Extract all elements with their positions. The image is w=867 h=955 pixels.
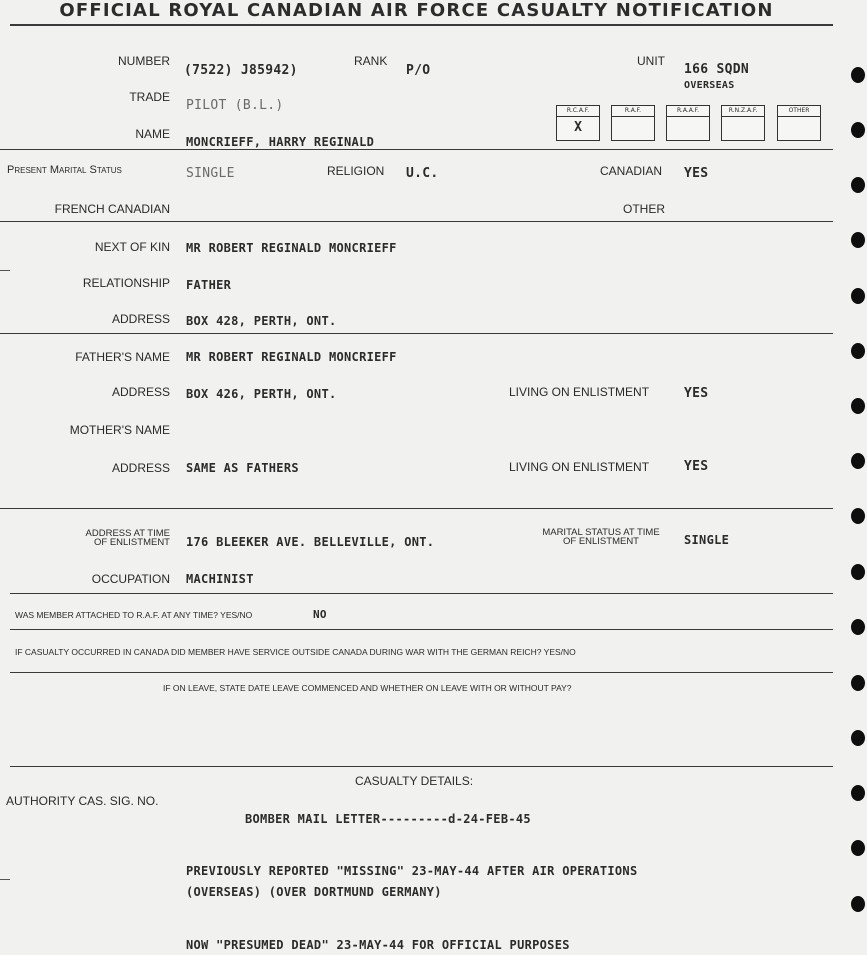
next-of-kin-label: NEXT OF KIN (94, 240, 170, 254)
punch-hole (851, 122, 865, 138)
service-box-rcaf (556, 105, 600, 141)
casualty-details-label: CASUALTY DETAILS: (355, 774, 474, 788)
on-leave-label: IF ON LEAVE, STATE DATE LEAVE COMMENCED AND WHETHER ON LEAVE WITH OR WITHOUT PAY? (163, 683, 572, 693)
punch-hole (851, 508, 865, 524)
number-value: (7522) J85942) (184, 63, 298, 78)
occupation-label: OCCUPATION (91, 572, 170, 586)
unit-value-1: 166 SQDN (684, 62, 750, 77)
punch-hole (851, 564, 865, 580)
trade-label: TRADE (129, 90, 170, 104)
next-of-kin-value: MR ROBERT REGINALD MONCRIEFF (186, 241, 397, 255)
service-box-other (777, 105, 821, 141)
fathers-name-value: MR ROBERT REGINALD MONCRIEFF (186, 350, 397, 364)
punch-hole (851, 896, 865, 912)
service-box-label: R.A.F. (612, 106, 654, 117)
service-box-label: R.A.A.F. (667, 106, 709, 117)
relationship-label: RELATIONSHIP (82, 276, 170, 290)
margin-tick (0, 879, 10, 880)
marital-status-value: SINGLE (186, 166, 235, 181)
punch-hole (851, 67, 865, 83)
punch-hole (851, 177, 865, 193)
trade-value: PILOT (B.L.) (186, 98, 284, 113)
marital-status-label: Present Marital Status (7, 164, 122, 176)
religion-value: U.C. (406, 166, 439, 181)
unit-label: UNIT (637, 54, 665, 68)
father-address-label: ADDRESS (111, 385, 170, 399)
margin-tick (0, 270, 10, 271)
service-box-label: OTHER (778, 106, 820, 117)
authority-label: AUTHORITY CAS. SIG. NO. (6, 794, 159, 808)
rule-2 (0, 221, 833, 222)
punch-hole (851, 785, 865, 801)
service-box-label: R.N.Z.A.F. (722, 106, 764, 117)
religion-label: RELIGION (327, 164, 385, 178)
punch-hole (851, 398, 865, 414)
rule-5 (10, 593, 833, 594)
address-at-enlistment-line-1: ADDRESS AT TIME (85, 528, 170, 539)
bomber-mail-value: BOMBER MAIL LETTER---------d-24-FEB-45 (245, 812, 531, 826)
other-label: OTHER (623, 202, 665, 216)
relationship-value: FATHER (186, 278, 232, 292)
mothers-name-label: MOTHER'S NAME (69, 423, 170, 437)
raf-attached-label: WAS MEMBER ATTACHED TO R.A.F. AT ANY TIME? YES/NO (15, 610, 253, 620)
raf-attached-answer: NO (313, 608, 327, 621)
address-at-enlistment-line-2: OF ENLISTMENT (93, 537, 170, 548)
number-label: NUMBER (117, 54, 170, 68)
service-box-raaf (666, 105, 710, 141)
canadian-label: CANADIAN (600, 164, 663, 178)
service-box-rnzaf (721, 105, 765, 141)
name-label: NAME (135, 127, 170, 141)
punch-hole (851, 288, 865, 304)
fathers-name-label: FATHER'S NAME (75, 350, 170, 364)
rule-3 (0, 333, 833, 334)
father-address-value: BOX 426, PERTH, ONT. (186, 387, 337, 401)
punch-hole (851, 675, 865, 691)
punch-hole (851, 619, 865, 635)
rule-7 (10, 672, 833, 673)
service-box-label: R.C.A.F. (557, 106, 599, 117)
mother-living-label: LIVING ON ENLISTMENT (509, 460, 650, 474)
punch-hole (851, 730, 865, 746)
punch-hole (851, 840, 865, 856)
service-outside-label: IF CASUALTY OCCURRED IN CANADA DID MEMBER HAVE SERVICE OUTSIDE CANADA DURING WAR WITH THE GERMAN REICH? YES/NO (15, 647, 576, 657)
rule-4 (0, 508, 833, 509)
french-canadian-label: FRENCH CANADIAN (54, 202, 170, 216)
name-value: MONCRIEFF, HARRY REGINALD (186, 135, 375, 149)
father-living-label: LIVING ON ENLISTMENT (509, 385, 650, 399)
punch-hole (851, 343, 865, 359)
canadian-value: YES (684, 166, 709, 181)
nok-address-label: ADDRESS (111, 312, 170, 326)
rank-label: RANK (354, 54, 388, 68)
mother-address-label: ADDRESS (111, 461, 170, 475)
enlistment-marital-value: SINGLE (684, 533, 730, 547)
rule-8 (10, 766, 833, 767)
service-box-mark: X (574, 120, 582, 135)
nok-address-value: BOX 428, PERTH, ONT. (186, 314, 337, 328)
father-living-value: YES (684, 386, 709, 401)
rule-1 (0, 149, 833, 150)
marital-at-enlistment-label (530, 528, 672, 546)
marital-at-enlistment-line-2: OF ENLISTMENT (562, 536, 639, 547)
service-box-raf (611, 105, 655, 141)
punch-hole (851, 453, 865, 469)
mother-living-value: YES (684, 459, 709, 474)
marital-at-enlistment-line-1: MARITAL STATUS AT TIME (542, 527, 660, 538)
mother-address-value: SAME AS FATHERS (186, 461, 299, 475)
punch-hole (851, 232, 865, 248)
casualty-detail-line-1: PREVIOUSLY REPORTED "MISSING" 23-MAY-44 AFTER AIR OPERATIONS (186, 864, 638, 878)
rule-6 (10, 629, 833, 630)
casualty-detail-line-2: (OVERSEAS) (OVER DORTMUND GERMANY) (186, 885, 442, 899)
title-rule (10, 24, 833, 26)
address-at-enlistment-label (86, 529, 170, 547)
unit-value-2: OVERSEAS (684, 80, 735, 91)
occupation-value: MACHINIST (186, 572, 254, 586)
casualty-detail-line-3: NOW "PRESUMED DEAD" 23-MAY-44 FOR OFFICIAL PURPOSES (186, 938, 570, 952)
enlistment-address-value: 176 BLEEKER AVE. BELLEVILLE, ONT. (186, 535, 435, 549)
form-title: OFFICIAL ROYAL CANADIAN AIR FORCE CASUALTY NOTIFICATION (59, 0, 774, 21)
rank-value: P/O (406, 63, 431, 78)
